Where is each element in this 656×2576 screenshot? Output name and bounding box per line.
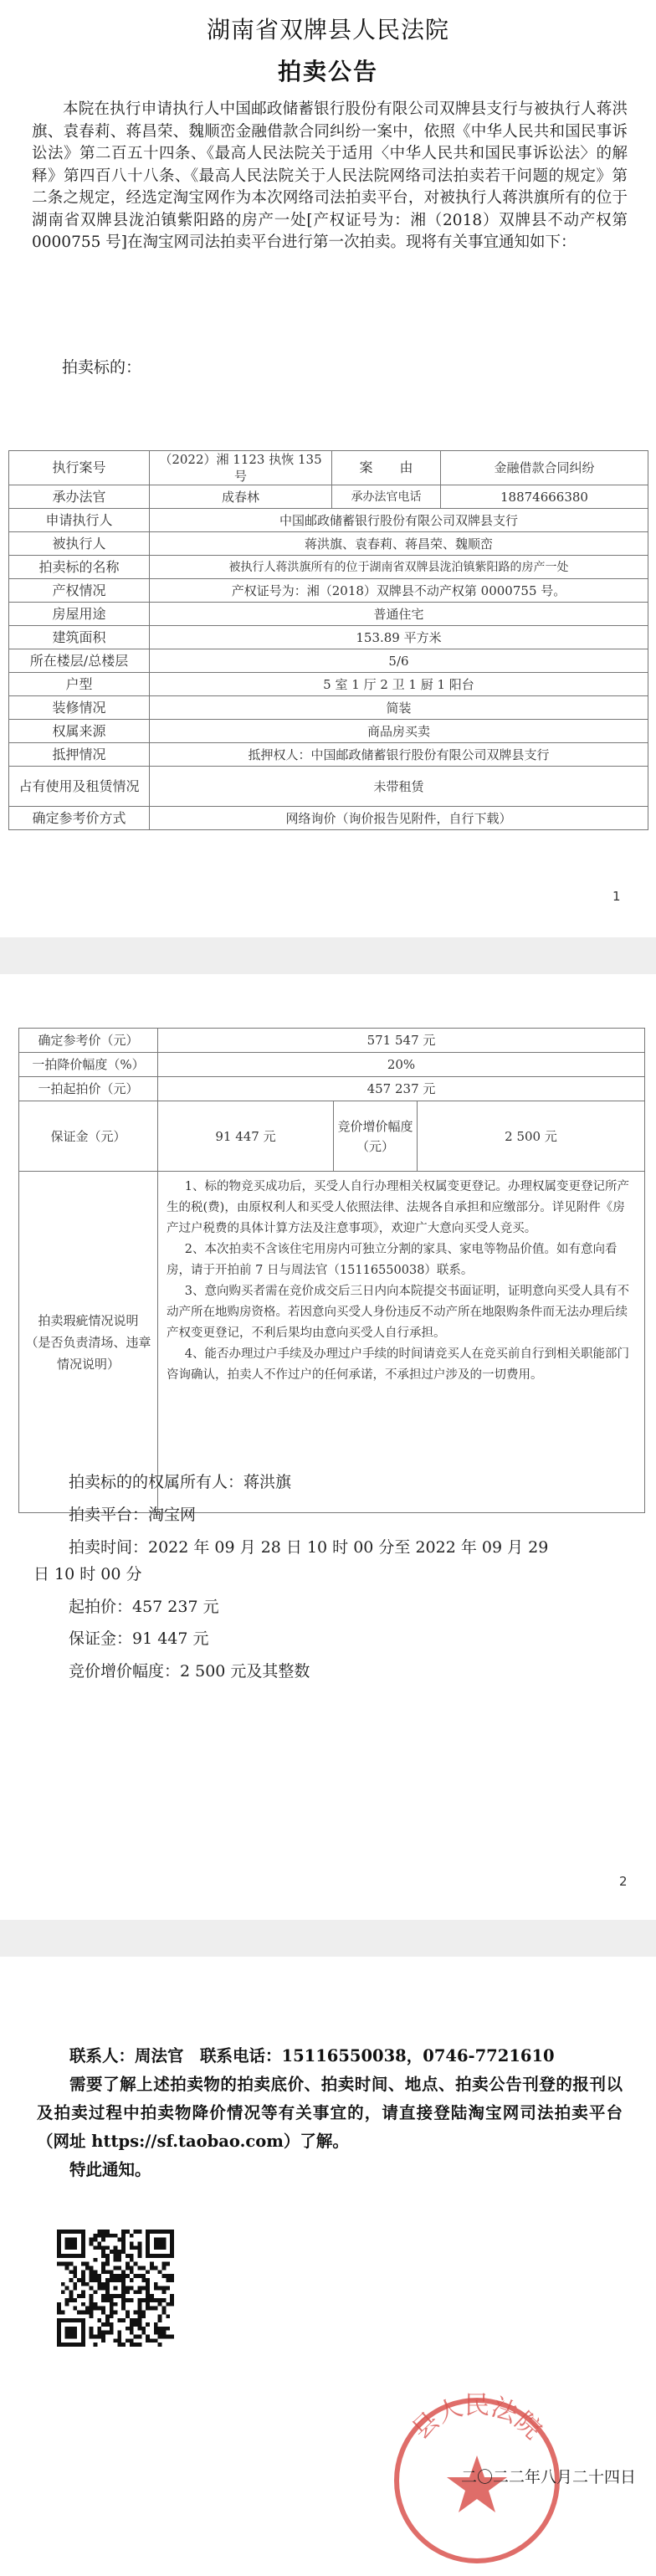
item-name-label: 拍卖标的名称 — [9, 556, 150, 579]
increment-label: 竞价增价幅度（元） — [334, 1101, 418, 1172]
auction-time-line-1: 拍卖时间：2022 年 09 月 28 日 10 时 00 分至 2022 年 09 月 29 — [69, 1538, 549, 1557]
table-row — [19, 1101, 645, 1172]
item-name-value: 被执行人蒋洪旗所有的位于湖南省双牌县泷泊镇紫阳路的房产一处 — [150, 556, 648, 579]
table-row — [9, 743, 648, 767]
page-number: 1 — [612, 889, 621, 904]
intro-paragraph: 本院在执行申请执行人中国邮政储蓄银行股份有限公司双牌县支行与被执行人蒋洪旗、袁春莉、蒋昌荣、魏顺峦金融借款合同纠纷一案中，依照《中华人民共和国民事诉讼法》第二百五十四条、《最高人民法院关于适用〈中华人民共和国民事诉讼法〉的解释》第四百八十八条、《最高人民法院关于人民法院网络司法拍卖若干问题的规定》第二条之规定，经选定淘宝网作为本次网络司法拍卖平台，对被执行人蒋洪旗所有的位于湖南省双牌县泷泊镇紫阳路的房产一处[产权证号为：湘（2018）双牌县不动产权第 0000755 号]在淘宝网司法拍卖平台进行第一次拍卖。现将有关事宜通知如下： — [32, 100, 628, 251]
qr-code-icon — [57, 2230, 174, 2347]
start-price-label: 一拍起拍价（元） — [19, 1077, 158, 1101]
auction-item-table — [8, 450, 648, 830]
defect-notes — [158, 1172, 645, 1513]
defect-label-cell — [19, 1172, 158, 1513]
case-reason-label: 案 由 — [332, 451, 441, 485]
table-row — [9, 532, 648, 556]
increment-value: 2 500 元 — [418, 1101, 645, 1172]
layout-label: 户型 — [9, 673, 150, 696]
case-no-value: （2022）湘 1123 执恢 135 号 — [150, 451, 332, 485]
table-row — [9, 451, 648, 485]
applicant-label: 申请执行人 — [9, 509, 150, 532]
table-row — [9, 696, 648, 720]
mortgage-label: 抵押情况 — [9, 743, 150, 767]
start-price-value: 457 237 元 — [158, 1077, 645, 1101]
respondent-label: 被执行人 — [9, 532, 150, 556]
occupancy-value: 未带租赁 — [150, 767, 648, 807]
floor-label: 所在楼层/总楼层 — [9, 649, 150, 673]
defect-label: 拍卖瑕疵情况说明 — [38, 1312, 139, 1328]
table-row — [19, 1053, 645, 1077]
page-separator — [0, 1920, 656, 1957]
seal-text: 县人民法院 — [407, 2391, 547, 2445]
phone-value: 18874666380 — [441, 485, 648, 509]
floor-value: 5/6 — [150, 649, 648, 673]
platform-line: 拍卖平台：淘宝网 — [69, 1506, 197, 1524]
layout-value: 5 室 1 厅 2 卫 1 厨 1 阳台 — [150, 673, 648, 696]
start-price-line: 起拍价：457 237 元 — [69, 1598, 219, 1616]
page-number: 2 — [619, 1874, 628, 1889]
price-table — [18, 1028, 645, 1513]
defect-note-4: 4、能否办理过户手续及办理过户手续的时间请竞买人在竞买前自行到相关职能部门咨询确认，拍卖人不作过户的任何承诺，不承担过户涉及的一切费用。 — [167, 1347, 629, 1382]
table-row — [9, 603, 648, 626]
contact-notice: 需要了解上述拍卖物的拍卖底价、拍卖时间、地点、拍卖公告刊登的报刊以及拍卖过程中拍卖物降价情况等有关事宜的，请直接登陆淘宝网司法拍卖平台（网址 https://sf.taobao.com）了解。 — [37, 2075, 623, 2151]
table-row — [19, 1172, 645, 1513]
judge-label: 承办法官 — [9, 485, 150, 509]
occupancy-label: 占有使用及租赁情况 — [9, 767, 150, 807]
defect-note-1: 1、标的物竞买成功后，买受人自行办理相关权属变更登记。办理权属变更登记所产生的税(费)，由原权利人和买受人依照法律、法规各自承担和应缴部分。详见附件《房产过户税费的具体计算方法及注意事项》，欢迎广大意向买受人竞买。 — [167, 1180, 629, 1235]
applicant-value: 中国邮政储蓄银行股份有限公司双牌县支行 — [150, 509, 648, 532]
table-row — [19, 1029, 645, 1053]
document-title: 拍卖公告 — [277, 58, 378, 85]
defect-note-2: 2、本次拍卖不含该住宅用房内可独立分割的家具、家电等物品价值。如有意向看房，请于开拍前 7 日与周法官（15116550038）联系。 — [167, 1243, 618, 1277]
issue-date: 二〇二二年八月二十四日 — [460, 2468, 636, 2486]
deposit-label: 保证金（元） — [19, 1101, 158, 1172]
court-name: 湖南省双牌县人民法院 — [206, 16, 449, 44]
source-value: 商品房买卖 — [150, 720, 648, 743]
contact-section — [37, 2042, 623, 2184]
table-row — [9, 485, 648, 509]
usage-value: 普通住宅 — [150, 603, 648, 626]
ref-price-method-label: 确定参考价方式 — [9, 807, 150, 830]
source-label: 权属来源 — [9, 720, 150, 743]
auction-time-line-2: 日 10 时 00 分 — [33, 1565, 142, 1583]
cert-value: 产权证号为：湘（2018）双牌县不动产权第 0000755 号。 — [150, 579, 648, 603]
ref-value: 571 547 元 — [158, 1029, 645, 1053]
table-row — [9, 807, 648, 830]
subject-label: 拍卖标的： — [62, 358, 142, 377]
deposit-line: 保证金：91 447 元 — [69, 1629, 209, 1648]
case-reason-value: 金融借款合同纠纷 — [441, 451, 648, 485]
mortgage-value: 抵押权人：中国邮政储蓄银行股份有限公司双牌县支行 — [150, 743, 648, 767]
ref-price-method-value: 网络询价（询价报告见附件，自行下载） — [150, 807, 648, 830]
contact-line: 联系人：周法官 联系电话：15116550038，0746-7721610 — [69, 2046, 555, 2065]
table-row — [9, 579, 648, 603]
usage-label: 房屋用途 — [9, 603, 150, 626]
closing-line: 特此通知。 — [69, 2160, 151, 2179]
page-separator — [0, 937, 656, 974]
table-row — [9, 556, 648, 579]
increment-line: 竞价增价幅度：2 500 元及其整数 — [69, 1662, 310, 1681]
table-row — [9, 673, 648, 696]
judge-value: 成春林 — [150, 485, 332, 509]
owner-line: 拍卖标的的权属所有人：蒋洪旗 — [69, 1473, 292, 1491]
decor-label: 装修情况 — [9, 696, 150, 720]
table-row — [9, 649, 648, 673]
case-no-label: 执行案号 — [9, 451, 150, 485]
deposit-value: 91 447 元 — [158, 1101, 334, 1172]
cert-label: 产权情况 — [9, 579, 150, 603]
defect-sublabel: （是否负责清场、违章情况说明） — [25, 1334, 151, 1372]
table-row — [9, 720, 648, 743]
discount-label: 一拍降价幅度（%） — [19, 1053, 158, 1077]
defect-note-3: 3、意向购买者需在竞价成交后三日内向本院提交书面证明，证明意向买受人具有不动产所在地购房资格。若因意向买受人身份违反不动产所在地限购条件而无法办理后续产权变更登记，不利后果均由意向买受人自行承担。 — [167, 1285, 629, 1340]
table-row — [9, 767, 648, 807]
area-value: 153.89 平方米 — [150, 626, 648, 649]
discount-value: 20% — [158, 1053, 645, 1077]
page-1 — [0, 0, 656, 937]
table-row — [19, 1077, 645, 1101]
ref-value-label: 确定参考价（元） — [19, 1029, 158, 1053]
phone-label: 承办法官电话 — [332, 485, 441, 509]
table-row — [9, 509, 648, 532]
area-label: 建筑面积 — [9, 626, 150, 649]
decor-value: 简装 — [150, 696, 648, 720]
respondent-value: 蒋洪旗、袁春莉、蒋昌荣、魏顺峦 — [150, 532, 648, 556]
table-row — [9, 626, 648, 649]
